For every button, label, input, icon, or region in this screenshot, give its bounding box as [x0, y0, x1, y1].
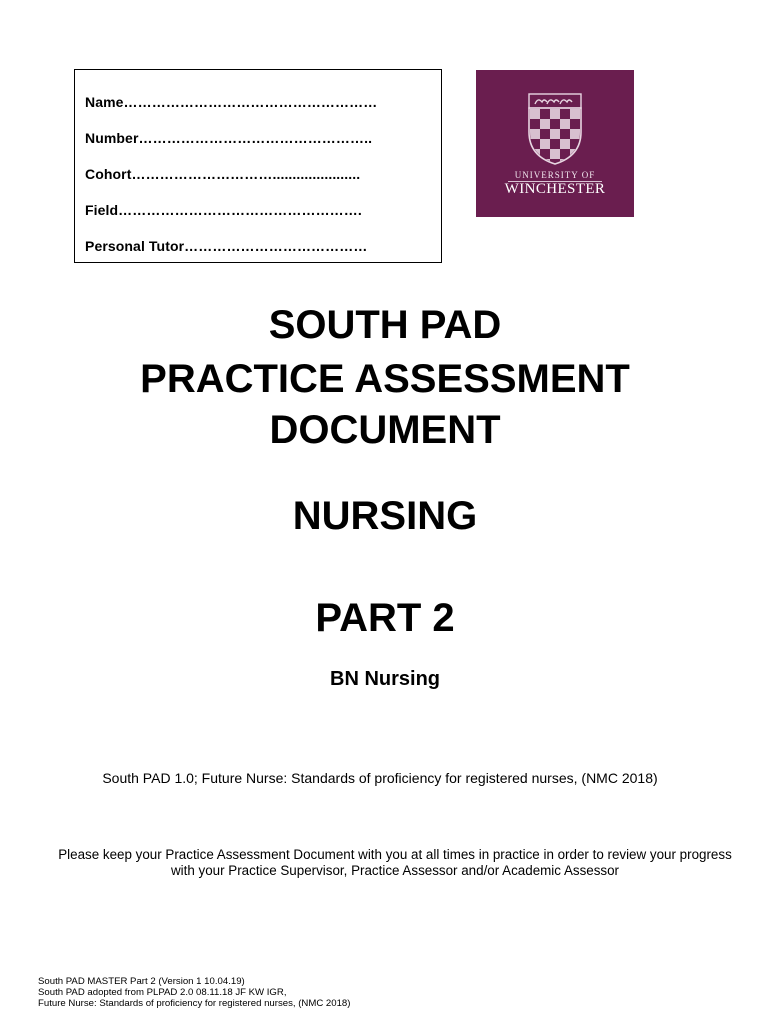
footer-line-adopted: South PAD adopted from PLPAD 2.0 08.11.18 JF KW IGR,	[38, 987, 287, 998]
title-part-2: PART 2	[315, 596, 455, 640]
personal-tutor-field: Personal Tutor…………………………………	[85, 238, 368, 254]
university-logo	[476, 70, 634, 217]
field-field: Field…………………………………………….	[85, 202, 362, 218]
title-nursing: NURSING	[292, 494, 478, 538]
title-document: DOCUMENT	[269, 408, 501, 452]
logo-university-of: UNIVERSITY OF	[514, 170, 596, 180]
cohort-field: Cohort…………………………......................	[85, 166, 361, 182]
footer-line-standards: Future Nurse: Standards of proficiency for registered nurses, (NMC 2018)	[38, 998, 351, 1009]
title-south-pad: SOUTH PAD	[268, 303, 502, 347]
student-info-box	[74, 69, 442, 263]
name-field: Name………………………………………………	[85, 94, 378, 110]
programme-subtitle: BN Nursing	[330, 668, 440, 690]
logo-winchester: WINCHESTER	[504, 181, 606, 197]
keep-document-note: Please keep your Practice Assessment Document with you at all times in practice in order to review your progress with your Practice Supervisor, Practice Assessor and/or Academic Assessor	[58, 847, 732, 878]
crest-icon	[527, 92, 583, 166]
number-field: Number…………………………………………..	[85, 130, 373, 146]
footer-line-version: South PAD MASTER Part 2 (Version 1 10.04.19)	[38, 976, 245, 987]
standards-statement: South PAD 1.0; Future Nurse: Standards of proficiency for registered nurses, (NMC 2018)	[102, 770, 658, 786]
title-practice-assessment: PRACTICE ASSESSMENT	[140, 357, 630, 401]
document-footer	[38, 976, 350, 1009]
